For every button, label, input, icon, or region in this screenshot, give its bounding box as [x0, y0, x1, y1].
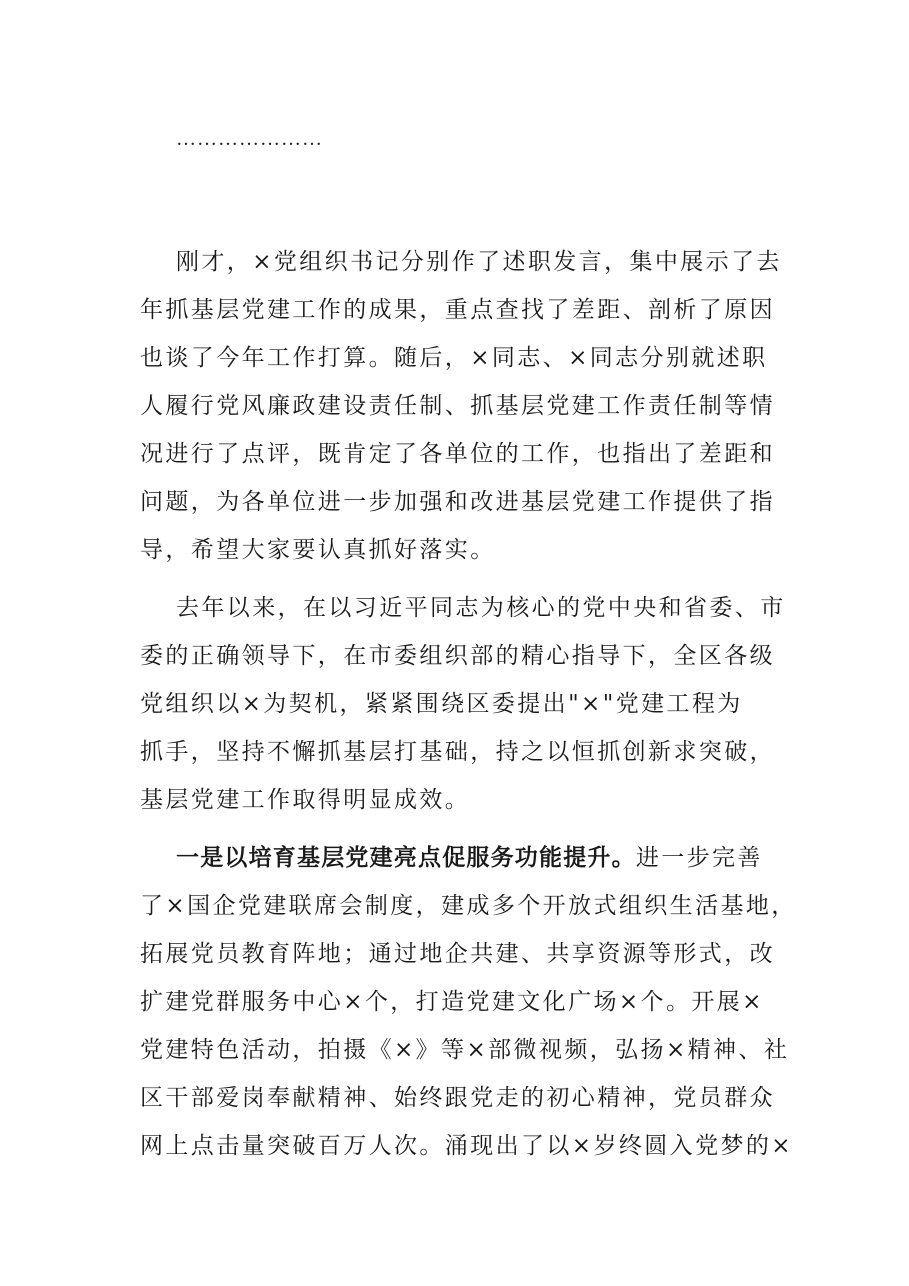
paragraph-3-line-3: 拓展党员教育阵地；通过地企共建、共享资源等形式，改	[140, 941, 775, 967]
paragraph-1-line-5: 况进行了点评，既肯定了各单位的工作，也指出了差距和	[140, 441, 775, 467]
paragraph-3-line-2: 了×国企党建联席会制度，建成多个开放式组织生活基地，	[140, 893, 797, 919]
paragraph-2-line-2: 委的正确领导下，在市委组织部的精心指导下，全区各级	[140, 643, 775, 669]
paragraph-1-line-2: 年抓基层党建工作的成果，重点查找了差距、剖析了原因	[140, 297, 775, 323]
paragraph-3-line-1-rest: 进一步完善	[635, 845, 763, 871]
paragraph-1-line-6: 问题，为各单位进一步加强和改进基层党建工作提供了指	[140, 489, 775, 515]
paragraph-2-line-4: 抓手，坚持不懈抓基层打基础，持之以恒抓创新求突破，	[140, 739, 775, 765]
paragraph-1-line-4: 人履行党风廉政建设责任制、抓基层党建工作责任制等情	[140, 393, 775, 419]
paragraph-3-line-6: 区干部爱岗奉献精神、始终跟党走的初心精神，党员群众	[140, 1085, 775, 1111]
paragraph-2-line-1: 去年以来，在以习近平同志为核心的党中央和省委、市	[176, 595, 786, 621]
paragraph-2-line-5: 基层党建工作取得明显成效。	[140, 787, 471, 813]
paragraph-3-line-7: 网上点击量突破百万人次。涌现出了以×岁终圆入党梦的×	[140, 1133, 793, 1159]
paragraph-1-line-7: 导，希望大家要认真抓好落实。	[140, 537, 496, 563]
paragraph-2-line-3: 党组织以×为契机，紧紧围绕区委提出"×"党建工程为	[140, 691, 743, 717]
paragraph-1-line-1: 刚才，×党组织书记分别作了述职发言，集中展示了去	[176, 249, 782, 275]
paragraph-3-heading: 一是以培育基层党建亮点促服务功能提升。	[176, 845, 636, 871]
ellipsis-marker: …………………	[176, 128, 323, 150]
paragraph-1-line-3: 也谈了今年工作打算。随后，×同志、×同志分别就述职	[140, 345, 768, 371]
paragraph-3-line-1	[176, 834, 816, 882]
paragraph-3-line-5: 党建特色活动，拍摄《×》等×部微视频，弘扬×精神、社	[140, 1037, 790, 1063]
paragraph-3-line-4: 扩建党群服务中心×个，打造党建文化广场×个。开展×	[140, 989, 764, 1015]
